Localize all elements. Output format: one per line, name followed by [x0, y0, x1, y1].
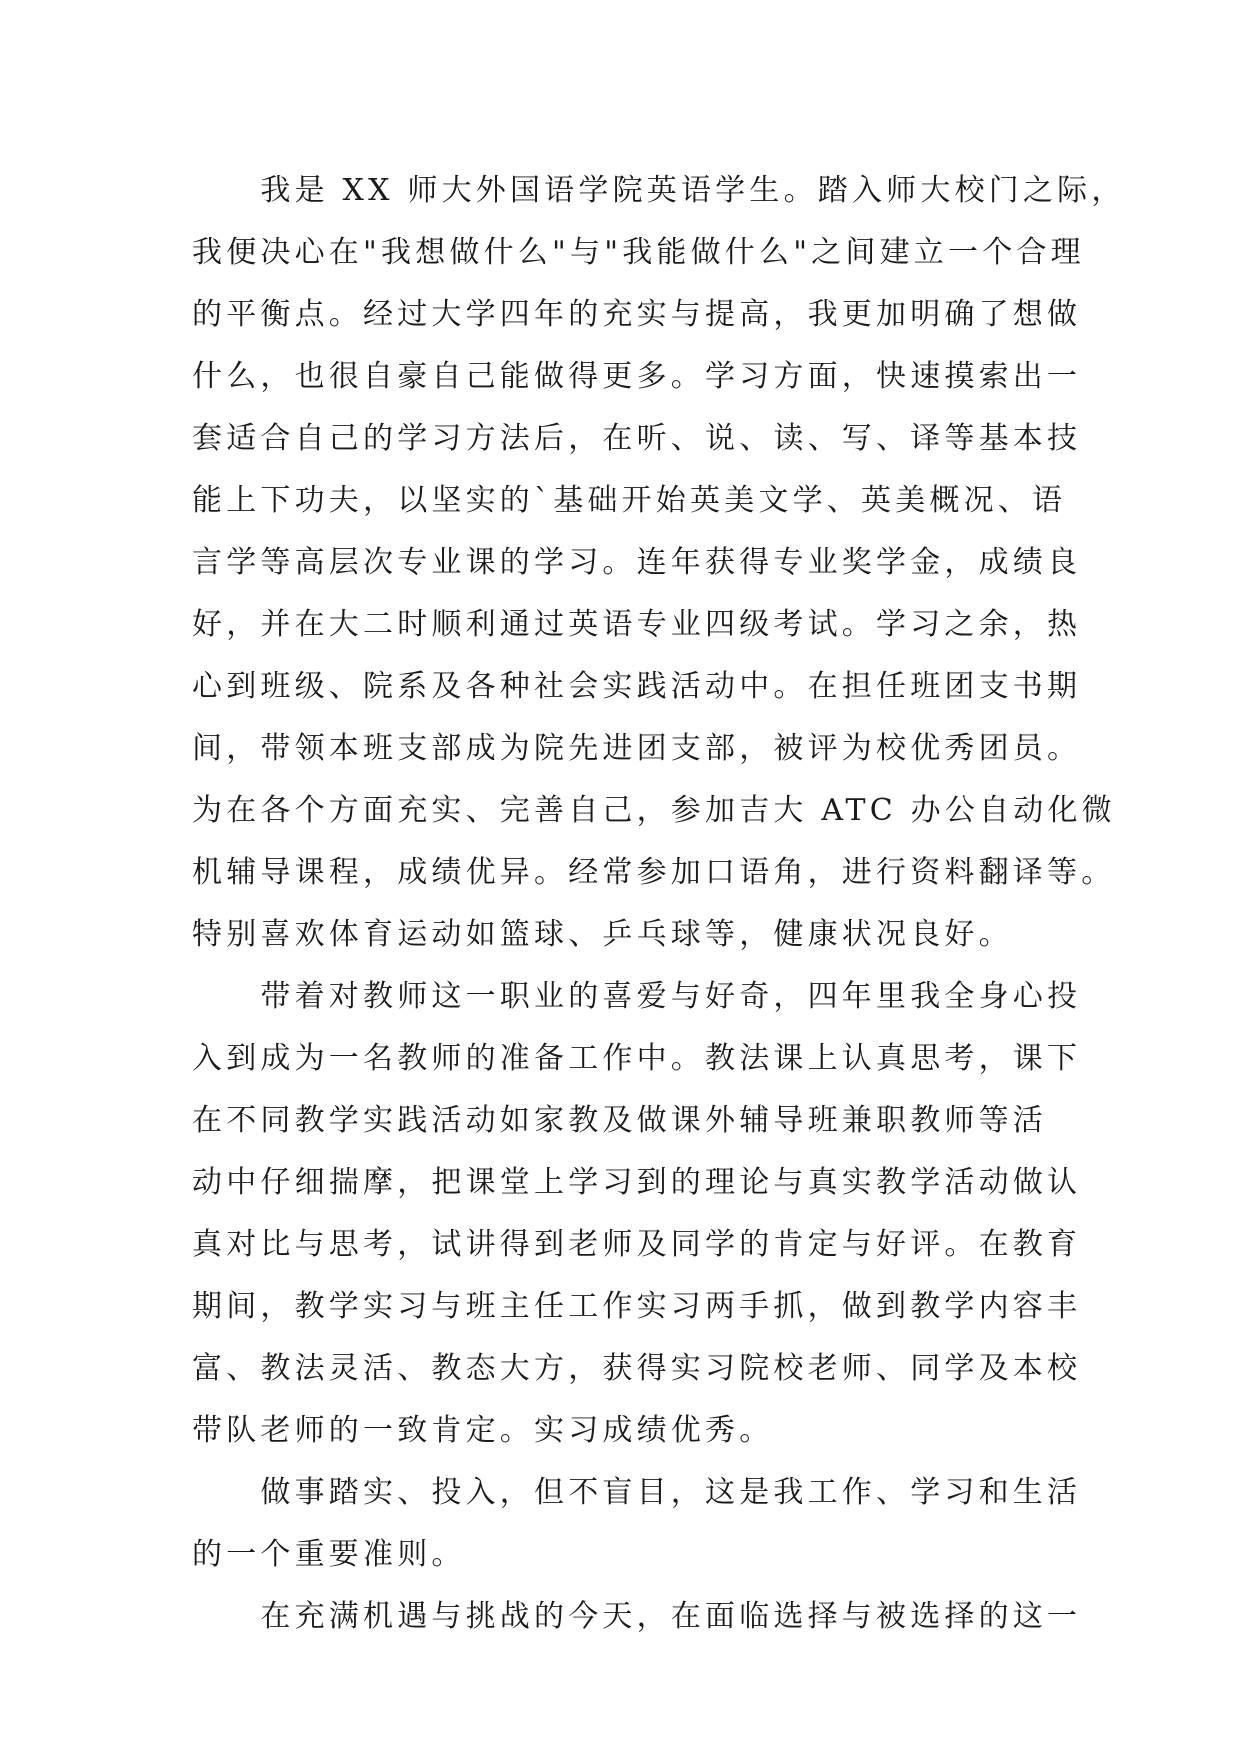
text-line: 心到班级、院系及各种社会实践活动中。在担任班团支书期	[192, 669, 1082, 704]
text-line: 在不同教学实践活动如家教及做课外辅导班兼职教师等活	[192, 1103, 1047, 1138]
text-line: 套适合自己的学习方法后，在听、说、读、写、译等基本技	[192, 421, 1082, 456]
text-line: 机辅导课程，成绩优异。经常参加口语角，进行资料翻译等。	[192, 855, 1116, 890]
text-line: 为在各个方面充实、完善自己，参加吉大 ATC 办公自动化微	[192, 793, 1116, 828]
text-line: 言学等高层次专业课的学习。连年获得专业奖学金，成绩良	[192, 545, 1082, 580]
text-line: 在充满机遇与挑战的今天，在面临选择与被选择的这一	[192, 1599, 1082, 1634]
text-line: 我便决心在"我想做什么"与"我能做什么"之间建立一个合理	[192, 235, 1085, 270]
text-line: 入到成为一名教师的准备工作中。教法课上认真思考，课下	[192, 1041, 1082, 1076]
document-body	[192, 160, 1126, 1648]
text-line: 富、教法灵活、教态大方，获得实习院校老师、同学及本校	[192, 1351, 1082, 1386]
text-line: 做事踏实、投入，但不盲目，这是我工作、学习和生活	[192, 1475, 1082, 1510]
text-line: 期间，教学实习与班主任工作实习两手抓，做到教学内容丰	[192, 1289, 1082, 1324]
text-line: 带队老师的一致肯定。实习成绩优秀。	[192, 1413, 774, 1448]
text-line: 好，并在大二时顺利通过英语专业四级考试。学习之余，热	[192, 607, 1082, 642]
text-line: 的平衡点。经过大学四年的充实与提高，我更加明确了想做	[192, 297, 1082, 332]
text-line: 间，带领本班支部成为院先进团支部，被评为校优秀团员。	[192, 731, 1082, 766]
text-line: 真对比与思考，试讲得到老师及同学的肯定与好评。在教育	[192, 1227, 1082, 1262]
text-line: 什么，也很自豪自己能做得更多。学习方面，快速摸索出一	[192, 359, 1082, 394]
text-line: 我是 XX 师大外国语学院英语学生。踏入师大校门之际，	[192, 173, 1126, 208]
text-line: 动中仔细揣摩，把课堂上学习到的理论与真实教学活动做认	[192, 1165, 1082, 1200]
text-line: 能上下功夫，以坚实的`基础开始英美文学、英美概况、语	[192, 483, 1067, 518]
text-line: 的一个重要准则。	[192, 1537, 466, 1572]
text-line: 特别喜欢体育运动如篮球、乒乓球等，健康状况良好。	[192, 917, 1013, 952]
text-line: 带着对教师这一职业的喜爱与好奇，四年里我全身心投	[192, 979, 1082, 1014]
